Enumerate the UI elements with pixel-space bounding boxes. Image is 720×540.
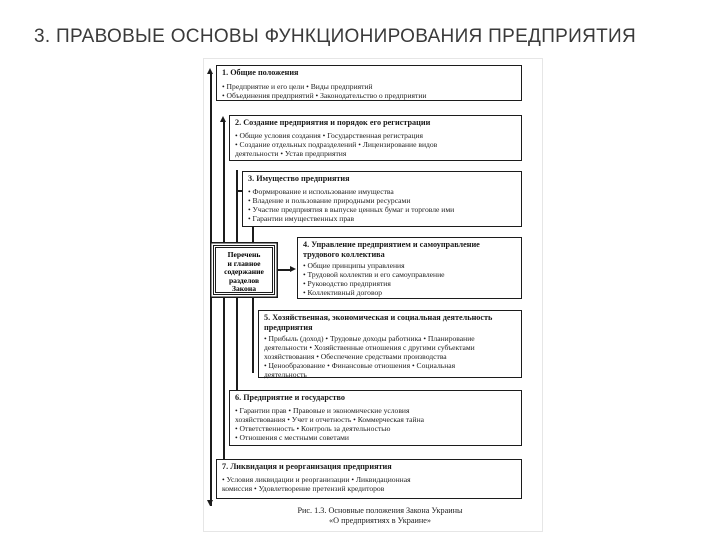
center-summary-box xyxy=(213,245,275,295)
center-line: разделов xyxy=(228,275,260,285)
section-line: хозяйствования • Учет и отчетность • Коммерческая тайна xyxy=(235,414,425,424)
section-line: • Формирование и использование имущества xyxy=(248,186,394,196)
section-line: • Создание отдельных подразделений • Лицензирование видов xyxy=(235,139,438,149)
section-box-6 xyxy=(229,390,522,446)
center-line: Перечень xyxy=(227,250,261,259)
section-line: • Прибыль (доход) • Трудовые доходы работника • Планирование xyxy=(264,334,475,343)
section-box-2 xyxy=(229,115,522,161)
section-heading: 5. Хозяйственная, экономическая и социальная деятельность предприятия xyxy=(264,313,493,332)
center-line: и главное xyxy=(227,258,261,268)
arrow-up-icon xyxy=(207,68,213,74)
section-box-5 xyxy=(258,310,522,378)
section-line: • Участие предприятия в выпуске ценных бумаг и торговле ими xyxy=(248,204,455,214)
section-line: • Общие принципы управления xyxy=(303,261,405,270)
arrow-right-icon xyxy=(290,266,296,272)
section-heading: 2. Создание предприятия и порядок его регистрации xyxy=(235,118,431,127)
connector-line xyxy=(210,72,212,506)
arrow-up-icon xyxy=(220,116,226,122)
section-line: • Условия ликвидации и реорганизации • Ликвидационная xyxy=(222,474,411,484)
section-heading: 6. Предприятие и государство xyxy=(235,393,345,402)
section-line: • Коллективный договор xyxy=(303,288,383,297)
section-line: деятельности • Хозяйственные отношения с другими субъектами xyxy=(264,343,475,352)
section-line: • Гарантии имущественных прав xyxy=(248,213,355,223)
section-line: • Владение и пользование природными ресурсами xyxy=(248,195,411,205)
caption-line: Рис. 1.3. Основные положения Закона Украины xyxy=(297,506,463,515)
section-line: комиссия • Удовлетворение претензий кредиторов xyxy=(222,483,385,493)
section-line: • Руководство предприятия xyxy=(303,279,391,288)
section-line: • Общие условия создания • Государственная регистрация xyxy=(235,130,423,140)
section-line: деятельность xyxy=(264,370,307,379)
section-line: • Ценообразование • Финансовые отношения • Социальная xyxy=(264,361,456,370)
connector-line xyxy=(275,269,291,271)
section-heading: 4. Управление предприятием и самоуправление трудового коллектива xyxy=(303,240,480,259)
section-heading: 1. Общие положения xyxy=(222,68,299,77)
section-line: • Ответственность • Контроль за деятельностью xyxy=(235,423,391,433)
connector-line xyxy=(236,170,238,422)
section-heading: 7. Ликвидация и реорганизация предприятия xyxy=(222,462,392,471)
section-box-3 xyxy=(242,171,522,227)
connector-line xyxy=(223,120,225,478)
section-box-7 xyxy=(216,459,522,499)
section-line: • Отношения с местными советами xyxy=(235,432,349,442)
section-line: • Объединения предприятий • Законодательство о предприятии xyxy=(222,90,427,100)
section-box-4 xyxy=(297,237,522,299)
figure-caption xyxy=(240,506,520,526)
section-line: хозяйствования • Обеспечение средствами производства xyxy=(264,352,447,361)
center-line: содержание xyxy=(224,267,264,277)
section-line: деятельности • Устав предприятия xyxy=(235,148,347,158)
section-line: • Трудовой коллектив и его самоуправление xyxy=(303,270,445,279)
section-box-1 xyxy=(216,65,522,101)
section-line: • Гарантии прав • Правовые и экономические условия xyxy=(235,405,410,415)
center-line: Закона xyxy=(231,284,257,294)
arrow-down-icon xyxy=(207,500,213,506)
section-line: • Предприятие и его цели • Виды предприятий xyxy=(222,81,373,91)
caption-line: «О предприятиях в Украине» xyxy=(329,516,431,525)
section-heading: 3. Имущество предприятия xyxy=(248,174,350,183)
slide-title: 3. ПРАВОВЫЕ ОСНОВЫ ФУНКЦИОНИРОВАНИЯ ПРЕДПРИЯТИЯ xyxy=(34,26,636,47)
